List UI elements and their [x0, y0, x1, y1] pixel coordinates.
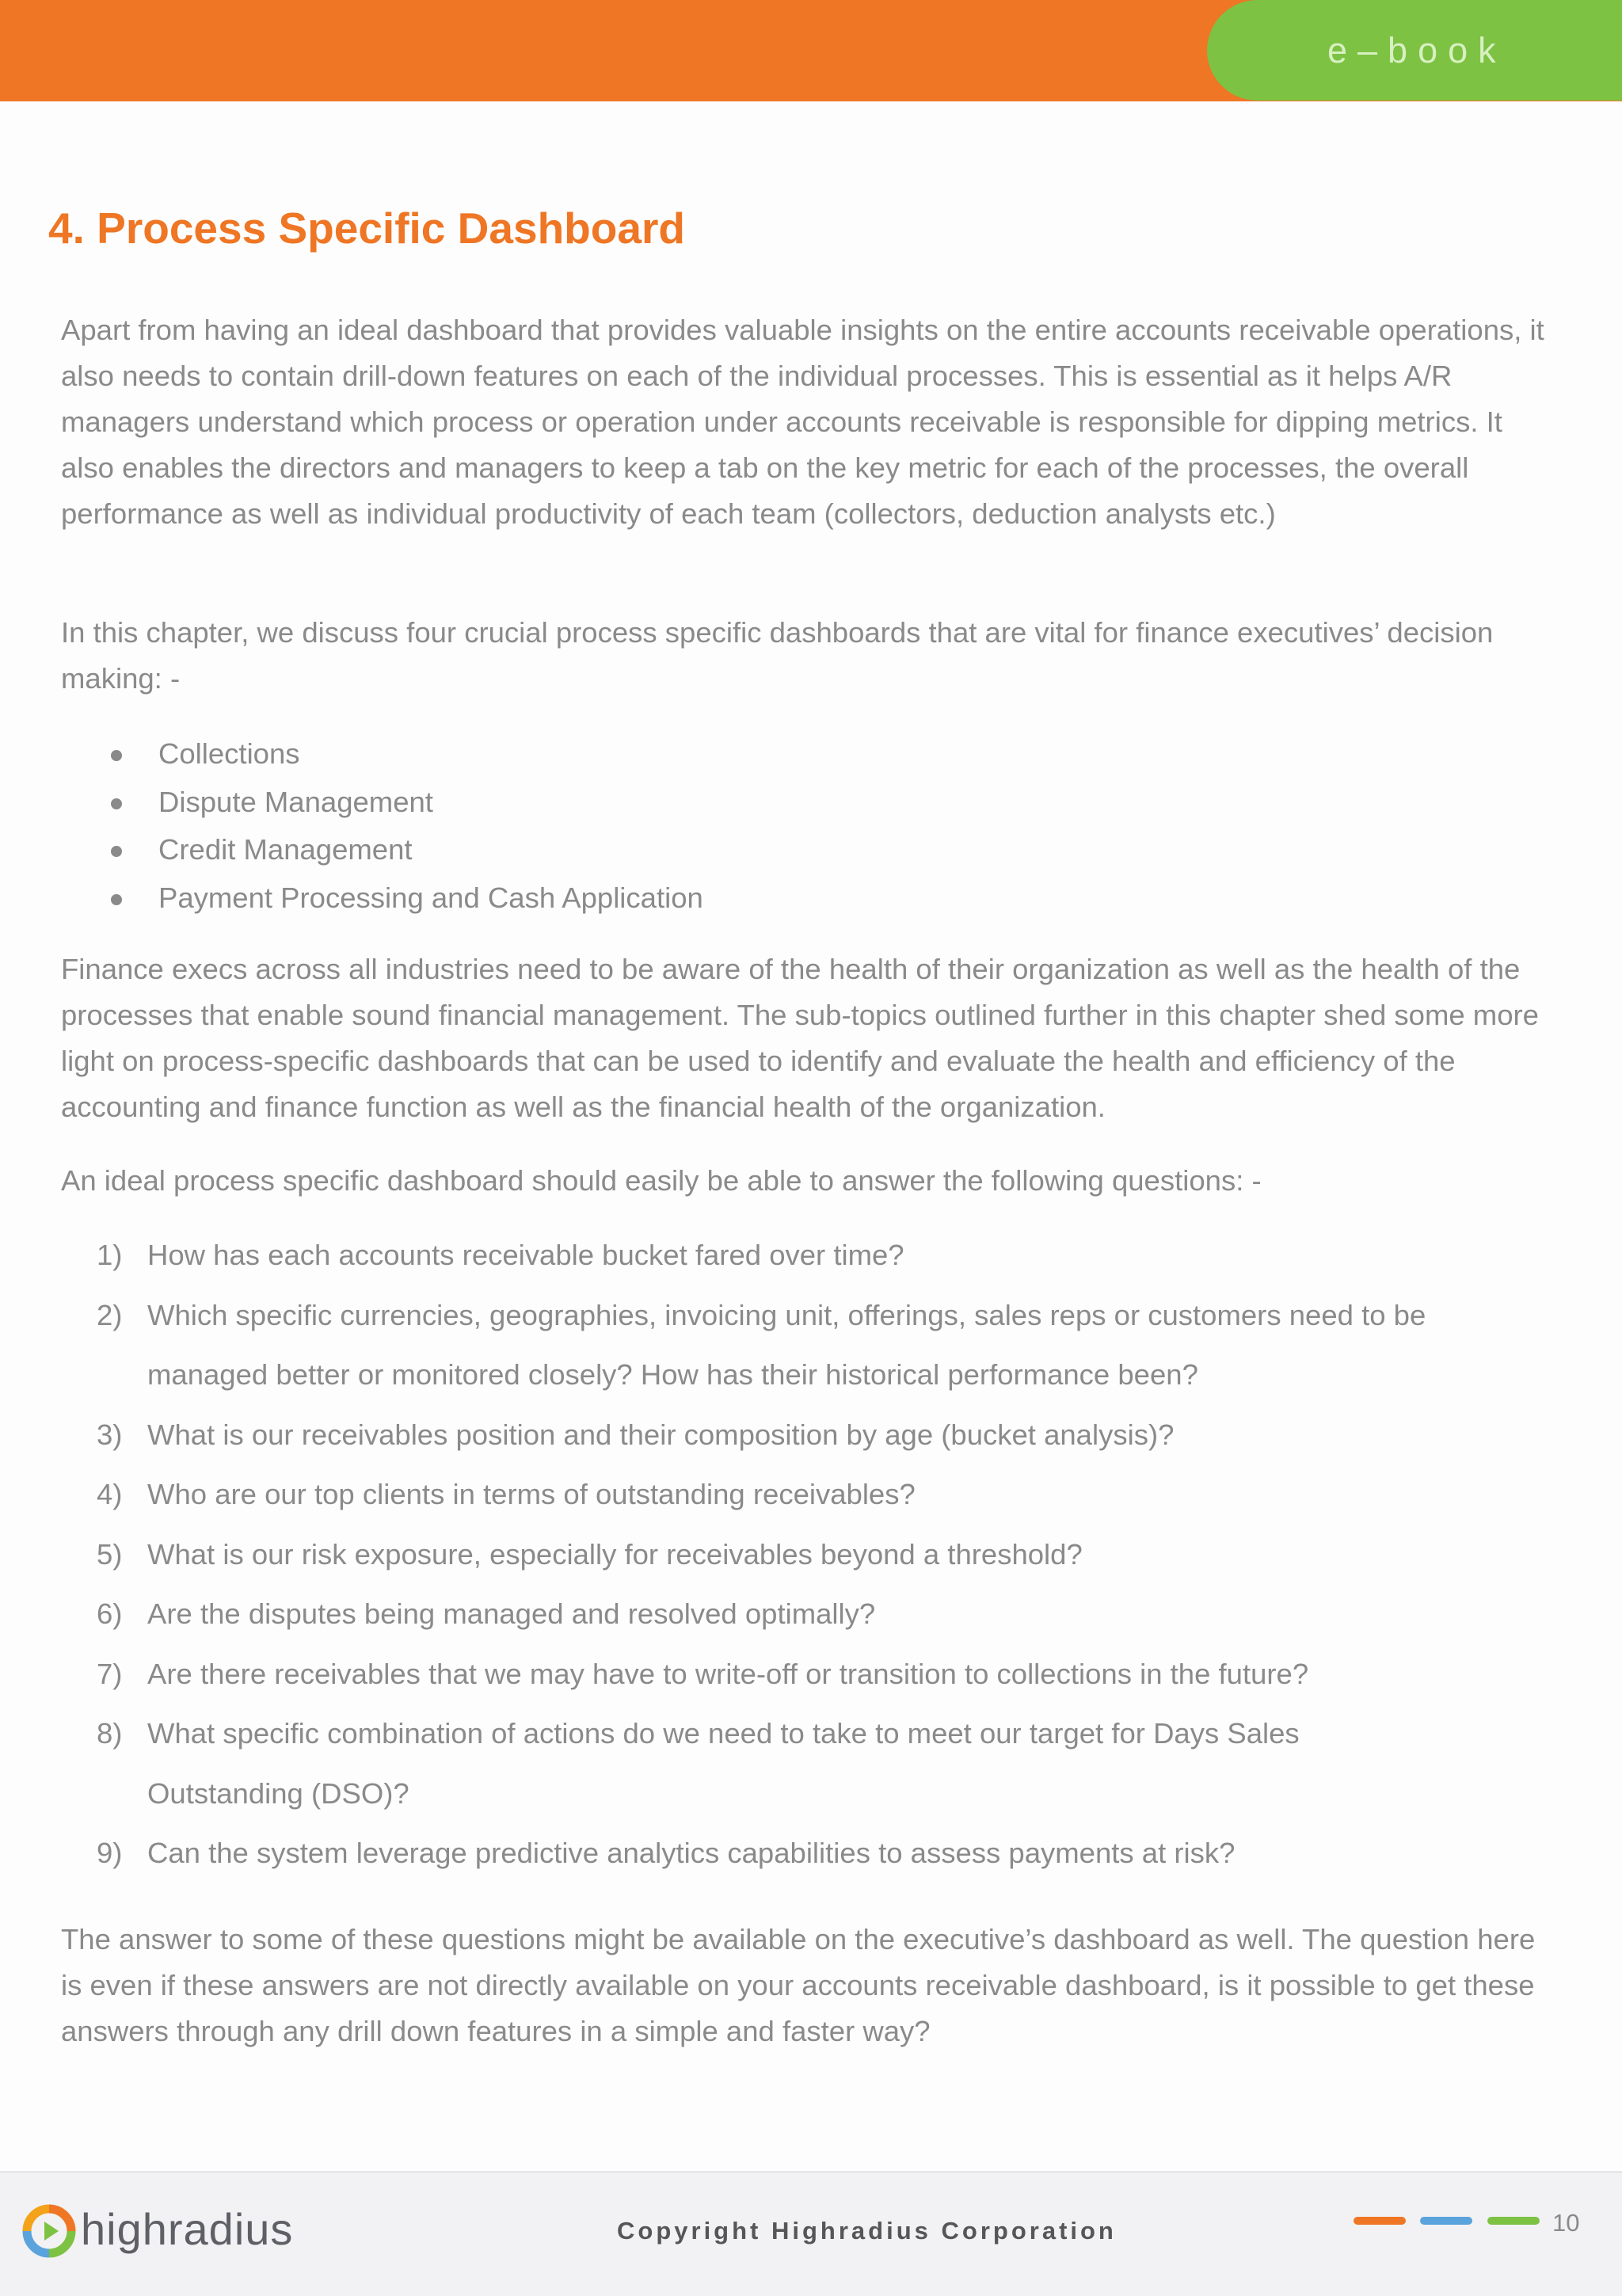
question-text: What is our receivables position and their composition by age (bucket analysis)?: [147, 1418, 1175, 1451]
list-item-text: Credit Management: [158, 833, 413, 866]
copyright-text: Copyright Highradius Corporation: [617, 2217, 1117, 2245]
question-number: 8): [97, 1717, 123, 1750]
ebook-label: e–book: [1327, 30, 1506, 70]
questions-lead-paragraph: An ideal process specific dashboard should easily be able to answer the following questions: -: [61, 1164, 1262, 1197]
page-title: 4. Process Specific Dashboard: [48, 204, 685, 253]
chapter-lead-paragraph: In this chapter, we discuss four crucial process specific dashboards that are vital for finance executives’ decision making: -: [61, 616, 1494, 695]
question-number: 9): [97, 1837, 123, 1869]
question-item: [0, 1525, 1622, 1585]
question-number: 6): [97, 1597, 123, 1630]
question-text: Are there receivables that we may have to write-off or transition to collections in the future?: [147, 1657, 1309, 1690]
question-number: 3): [97, 1418, 123, 1451]
bullet-icon: [111, 894, 122, 905]
questions-list: [0, 1225, 1622, 1883]
list-item: [0, 779, 1622, 827]
question-item: [0, 1704, 1622, 1823]
intro-paragraph: Apart from having an ideal dashboard that provides valuable insights on the entire accounts receivable operations, it also needs to contain drill-down features on each of the individual processes. This is essential as it helps A/R managers understand which process or operation under accounts receivable is responsible for dipping metrics. It also enables the directors and managers to keep a tab on the key metric for each of the processes, the overall performance as well as individual productivity of each team (collectors, deduction analysts etc.): [61, 314, 1544, 530]
question-text: Can the system leverage predictive analytics capabilities to assess payments at risk?: [147, 1837, 1236, 1869]
question-number: 2): [97, 1298, 123, 1331]
question-text: How has each accounts receivable bucket fared over time?: [147, 1239, 904, 1271]
question-text: What is our risk exposure, especially for receivables beyond a threshold?: [147, 1537, 1083, 1571]
question-item: [0, 1644, 1622, 1704]
list-item: [0, 874, 1622, 923]
orange-dash: [1354, 2217, 1406, 2225]
question-item: [0, 1405, 1622, 1465]
footer: [0, 2171, 1622, 2296]
bullet-icon: [111, 798, 122, 809]
question-number: 7): [97, 1657, 123, 1690]
green-dash: [1487, 2217, 1540, 2225]
question-item: [0, 1823, 1622, 1883]
question-item: [0, 1285, 1622, 1405]
list-item: [0, 730, 1622, 779]
question-item: [0, 1464, 1622, 1525]
question-text: What specific combination of actions do we need to take to meet our target for Days Sales Outstanding (DSO)?: [147, 1717, 1300, 1810]
finance-paragraph: Finance execs across all industries need to be aware of the health of their organization as well as the health of the processes that enable sound financial management. The sub-topics outlined further in this chapter shed some more light on process-specific dashboards that can be used to identify and evaluate the health and efficiency of the accounting and finance function as well as the financial health of the organization.: [61, 953, 1539, 1123]
question-text: Are the disputes being managed and resolved optimally?: [147, 1597, 876, 1630]
bullet-icon: [111, 846, 122, 857]
question-item: [0, 1225, 1622, 1285]
question-text: Who are our top clients in terms of outstanding receivables?: [147, 1478, 916, 1510]
question-text: Which specific currencies, geographies, invoicing unit, offerings, sales reps or customers need to be managed better or monitored closely? How has their historical performance been?: [147, 1298, 1426, 1391]
logo-text: highradius: [81, 2204, 294, 2254]
blue-dash: [1420, 2217, 1472, 2225]
question-number: 1): [97, 1239, 123, 1271]
bullet-icon: [111, 750, 122, 761]
list-item-text: Dispute Management: [158, 785, 433, 818]
list-item: [0, 826, 1622, 874]
page-number: 10: [1552, 2209, 1580, 2237]
highradius-logo-icon: [22, 2204, 76, 2258]
list-item-text: Collections: [158, 737, 300, 770]
dashboard-list: [0, 730, 1622, 922]
list-item-text: Payment Processing and Cash Application: [158, 881, 703, 914]
question-number: 4): [97, 1478, 123, 1510]
closing-paragraph: The answer to some of these questions might be available on the executive’s dashboard as well. The question here is even if these answers are not directly available on your accounts receivable dashboard, is it possible to get these answers through any drill down features in a simple and faster way?: [61, 1923, 1536, 2047]
question-item: [0, 1584, 1622, 1644]
question-number: 5): [97, 1537, 123, 1571]
highradius-logo: [22, 2199, 315, 2263]
